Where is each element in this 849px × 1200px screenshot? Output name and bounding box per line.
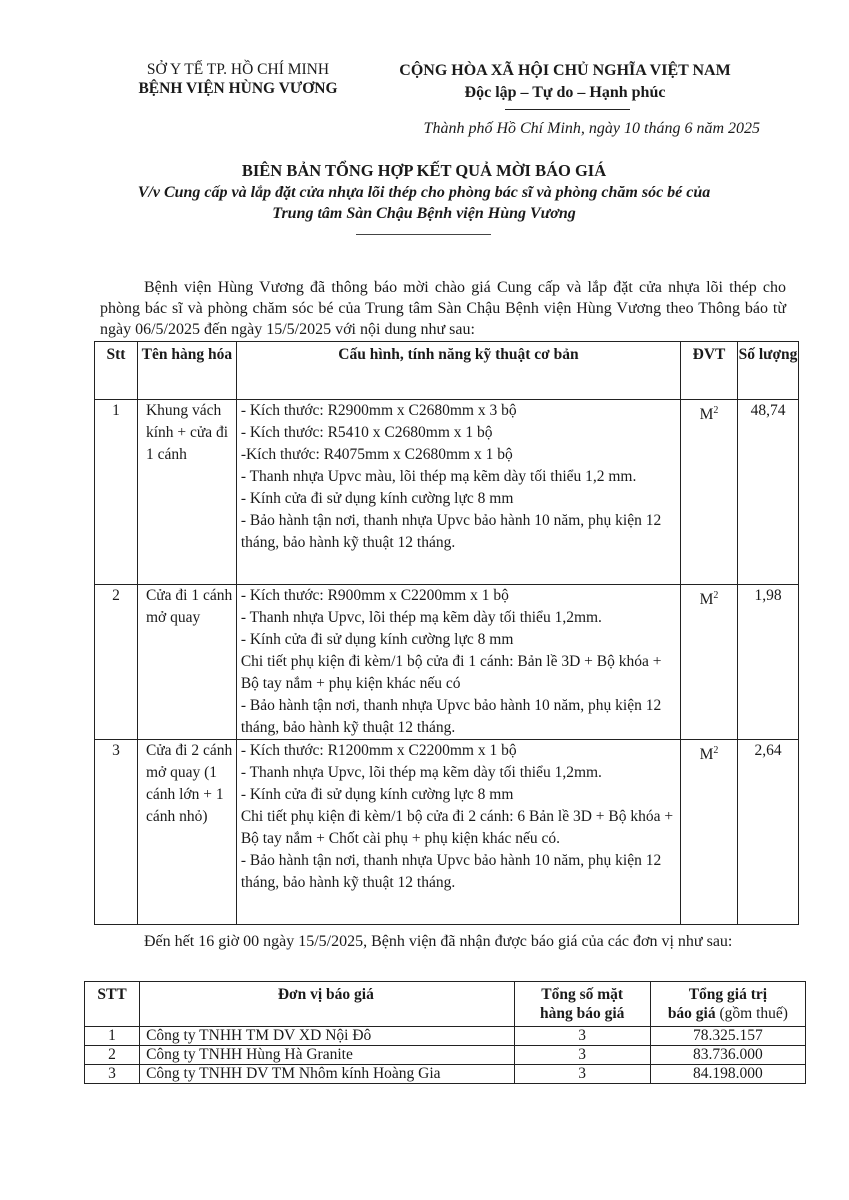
title-underline	[356, 234, 491, 235]
table-row	[85, 1027, 806, 1046]
row-qty: 1,98	[738, 585, 799, 740]
unit-exponent: 2	[713, 590, 719, 601]
document-title: BIÊN BẢN TỔNG HỢP KẾT QUẢ MỜI BÁO GIÁ	[241, 161, 607, 180]
row-spec	[236, 400, 680, 585]
quotes-table-header	[85, 982, 806, 1027]
unit-text: M	[699, 591, 714, 609]
row-spec	[236, 585, 680, 740]
spec-line: - Bảo hành tận nơi, thanh nhựa Upvc bảo hành 10 năm, phụ kiện 12 tháng, bảo hành kỹ thuật 12 tháng.	[240, 852, 662, 891]
col-stt: Stt	[95, 342, 138, 400]
motto-underline	[505, 109, 630, 110]
unit-exponent: 2	[713, 745, 719, 756]
row-total-price: 84.198.000	[650, 1065, 805, 1084]
row-name: Cửa đi 2 cánh mở quay (1 cánh lớn + 1 cánh nhỏ)	[137, 740, 236, 925]
document-date: Thành phố Hồ Chí Minh, ngày 10 tháng 6 năm 2025	[423, 120, 760, 137]
col-stt: STT	[85, 982, 140, 1027]
row-stt: 1	[85, 1027, 140, 1046]
row-spec	[236, 740, 680, 925]
row-total-price: 78.325.157	[650, 1027, 805, 1046]
row-qty: 48,74	[738, 400, 799, 585]
country-name: CỘNG HÒA XÃ HỘI CHỦ NGHĨA VIỆT NAM	[399, 62, 731, 79]
row-stt: 2	[85, 1046, 140, 1065]
table-row	[95, 400, 799, 585]
col-item-count-line-1: Tổng số mặt	[541, 986, 624, 1003]
spec-line: Chi tiết phụ kiện đi kèm/1 bộ cửa đi 2 cánh: 6 Bản lề 3D + Bộ khóa + Bộ tay nắm + Chốt cài phụ + phụ kiện khác nếu có.	[240, 808, 674, 847]
spec-line: - Bảo hành tận nơi, thanh nhựa Upvc bảo hành 10 năm, phụ kiện 12 tháng, bảo hành kỹ thuật 12 tháng.	[240, 512, 662, 551]
national-header	[355, 60, 775, 104]
row-qty: 2,64	[738, 740, 799, 925]
spec-line: - Kích thước: R1200mm x C2200mm x 1 bộ	[240, 742, 517, 759]
intro-paragraph: Bệnh viện Hùng Vương đã thông báo mời chào giá Cung cấp và lắp đặt cửa nhựa lõi thép cho phòng bác sĩ và phòng chăm sóc bé của Trung tâm Sàn Chậu Bệnh viện Hùng Vương theo Thông báo từ ngày 06/5/2025 đến ngày 15/5/2025 với nội dung như sau:	[100, 279, 786, 338]
spec-line: - Bảo hành tận nơi, thanh nhựa Upvc bảo hành 10 năm, phụ kiện 12 tháng, bảo hành kỹ thuật 12 tháng.	[240, 697, 662, 736]
col-name: Tên hàng hóa	[137, 342, 236, 400]
col-total-price	[650, 982, 805, 1027]
spec-line: - Thanh nhựa Upvc màu, lõi thép mạ kẽm dày tối thiểu 1,2 mm.	[240, 468, 637, 485]
row-vendor: Công ty TNHH TM DV XD Nội Đô	[140, 1027, 515, 1046]
col-qty: Số lượng	[738, 342, 799, 400]
received-quotes-paragraph: Đến hết 16 giờ 00 ngày 15/5/2025, Bệnh viện đã nhận được báo giá của các đơn vị như sau:	[144, 933, 733, 950]
row-vendor: Công ty TNHH DV TM Nhôm kính Hoàng Gia	[140, 1065, 515, 1084]
col-total-price-line-2: báo giá (gồm thuế)	[667, 1005, 788, 1022]
col-total-price-line-1: Tổng giá trị	[688, 986, 768, 1003]
table-row	[95, 585, 799, 740]
unit-text: M	[699, 746, 714, 764]
table-row	[85, 1065, 806, 1084]
col-item-count	[514, 982, 650, 1027]
national-motto: Độc lập – Tự do – Hạnh phúc	[464, 84, 666, 101]
spec-line: - Kích thước: R900mm x C2200mm x 1 bộ	[240, 587, 509, 604]
row-name: Cửa đi 1 cánh mở quay	[137, 585, 236, 740]
department-name: SỞ Y TẾ TP. HỒ CHÍ MINH	[146, 61, 330, 78]
row-stt: 3	[85, 1065, 140, 1084]
row-item-count: 3	[514, 1027, 650, 1046]
row-unit	[681, 740, 738, 925]
organization-header	[108, 60, 368, 98]
spec-line: - Kích thước: R5410 x C2680mm x 1 bộ	[240, 424, 493, 441]
spec-line: - Thanh nhựa Upvc, lõi thép mạ kẽm dày tối thiểu 1,2mm.	[240, 609, 602, 626]
spec-line: - Thanh nhựa Upvc, lõi thép mạ kẽm dày tối thiểu 1,2mm.	[240, 764, 602, 781]
row-unit	[681, 400, 738, 585]
spec-line: - Kính cửa đi sử dụng kính cường lực 8 mm	[240, 786, 514, 803]
spec-line: - Kích thước: R2900mm x C2680mm x 3 bộ	[240, 402, 517, 419]
subtitle-line-1: V/v Cung cấp và lắp đặt cửa nhựa lõi thép cho phòng bác sĩ và phòng chăm sóc bé của	[137, 184, 711, 201]
hospital-name: BỆNH VIỆN HÙNG VƯƠNG	[138, 80, 338, 97]
row-unit	[681, 585, 738, 740]
document-subtitle	[100, 182, 748, 224]
spec-line: - Kính cửa đi sử dụng kính cường lực 8 mm	[240, 631, 514, 648]
col-unit: ĐVT	[681, 342, 738, 400]
row-total-price: 83.736.000	[650, 1046, 805, 1065]
unit-exponent: 2	[713, 405, 719, 416]
col-vendor: Đơn vị báo giá	[140, 982, 515, 1027]
row-stt: 2	[95, 585, 138, 740]
quotes-table	[84, 981, 806, 1084]
row-stt: 3	[95, 740, 138, 925]
row-stt: 1	[95, 400, 138, 585]
row-item-count: 3	[514, 1065, 650, 1084]
spec-line: -Kích thước: R4075mm x C2680mm x 1 bộ	[240, 446, 513, 463]
items-table	[94, 341, 799, 925]
subtitle-line-2: Trung tâm Sàn Chậu Bệnh viện Hùng Vương	[272, 205, 576, 222]
col-spec: Cấu hình, tính năng kỹ thuật cơ bản	[236, 342, 680, 400]
col-item-count-line-2: hàng báo giá	[539, 1005, 625, 1022]
items-table-header	[95, 342, 799, 400]
table-row	[95, 740, 799, 925]
unit-text: M	[699, 406, 714, 424]
spec-line: Chi tiết phụ kiện đi kèm/1 bộ cửa đi 1 cánh: Bản lề 3D + Bộ khóa + Bộ tay nắm + phụ kiện khác nếu có	[240, 653, 662, 692]
row-name: Khung vách kính + cửa đi 1 cánh	[137, 400, 236, 585]
row-vendor: Công ty TNHH Hùng Hà Granite	[140, 1046, 515, 1065]
table-row	[85, 1046, 806, 1065]
row-item-count: 3	[514, 1046, 650, 1065]
spec-line: - Kính cửa đi sử dụng kính cường lực 8 mm	[240, 490, 514, 507]
